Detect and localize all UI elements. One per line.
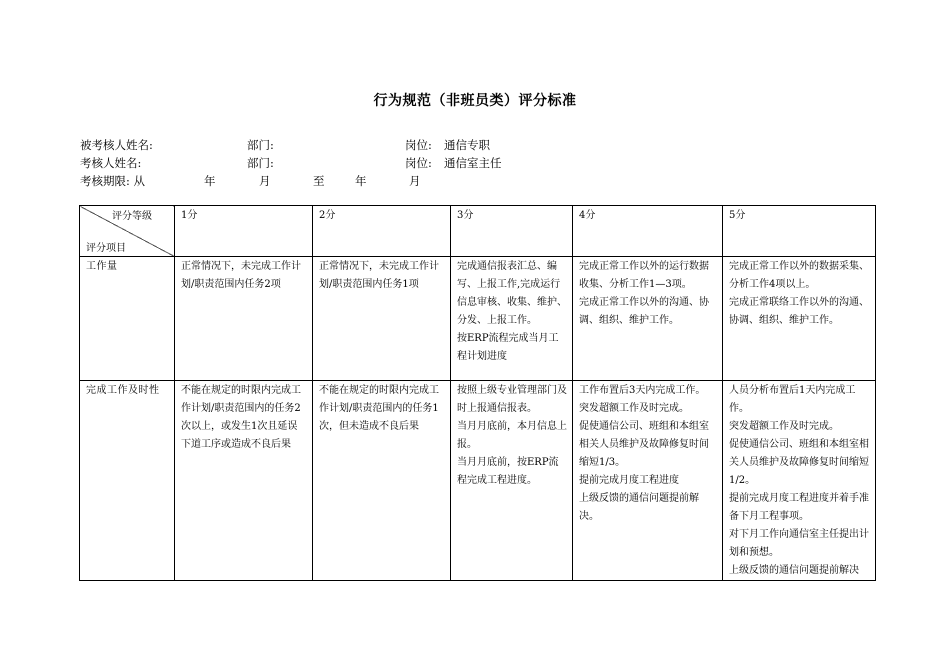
assessor-post-value: 通信室主任: [444, 156, 502, 170]
cell-paragraph: 促使通信公司、班组和本组室相关人员维护及故障修复时间缩短1/2。: [729, 439, 869, 486]
period-month-2: 月: [409, 174, 421, 188]
row-label: 工作量: [80, 257, 175, 381]
cell-paragraph: 按ERP流程完成当月工程计划进度: [457, 333, 559, 362]
row-label: 完成工作及时性: [80, 381, 175, 581]
period-year-2: 年: [355, 174, 367, 188]
cell-paragraph: 对下月工作向通信室主任提出计划和预想。: [729, 529, 869, 558]
diagonal-header-cell: [80, 206, 175, 257]
table-cell: [175, 257, 313, 381]
header-row: [80, 206, 876, 257]
cell-paragraph: 不能在规定的时限内完成工作计划/职责范围内的任务1次，但未造成不良后果: [319, 385, 439, 432]
table-cell: [313, 257, 451, 381]
table-row-timeliness: [80, 381, 876, 581]
table-cell: [451, 381, 573, 581]
cell-paragraph: 完成正常工作以外的运行数据收集、分析工作1—3项。: [579, 261, 709, 290]
cell-paragraph: 正常情况下，未完成工作计划/职责范围内任务1项: [319, 261, 439, 290]
cell-paragraph: 不能在规定的时限内完成工作计划/职责范围内的任务2次以上，或发生1次且延误下道工序或造成不良后果: [181, 385, 301, 450]
table-row-workload: [80, 257, 876, 381]
assessee-post-label: 岗位:: [405, 138, 432, 152]
period-label: 考核期限: 从: [80, 174, 146, 188]
page-title: 行为规范（非班员类）评分标准: [373, 93, 577, 109]
score-item-label: 评分项目: [86, 243, 126, 254]
cell-paragraph: 人员分析布置后1天内完成工作。: [729, 385, 856, 414]
cell-paragraph: 完成通信报表汇总、编写、上报工作,完成运行信息审核、收集、维护、分发、上报工作。: [457, 261, 567, 326]
cell-paragraph: 提前完成月度工程进度: [579, 475, 679, 486]
assessor-dept-label: 部门:: [247, 156, 274, 170]
scoring-table: [79, 205, 876, 581]
table-cell: [723, 381, 876, 581]
score-header-5: 5分: [723, 206, 876, 257]
score-header-3: 3分: [451, 206, 573, 257]
cell-paragraph: 上级反馈的通信问题提前解决。: [579, 493, 699, 522]
score-header-2: 2分: [313, 206, 451, 257]
table-cell: [723, 257, 876, 381]
assessor-name-label: 考核人姓名:: [80, 156, 142, 170]
cell-paragraph: 按照上级专业管理部门及时上报通信报表。: [457, 385, 567, 414]
table-cell: [175, 381, 313, 581]
cell-paragraph: 工作布置后3天内完成工作。: [579, 385, 706, 396]
table-cell: [313, 381, 451, 581]
cell-paragraph: 完成正常联络工作以外的沟通、协调、组织、维护工作。: [729, 297, 869, 326]
period-to: 至: [313, 174, 325, 188]
period-year-1: 年: [204, 174, 216, 188]
assessor-post-label: 岗位:: [405, 156, 432, 170]
cell-paragraph: 突发超额工作及时完成。: [729, 421, 839, 432]
cell-paragraph: 突发超额工作及时完成。: [579, 403, 689, 414]
cell-paragraph: 提前完成月度工程进度并着手准备下月工程事项。: [729, 493, 869, 522]
assessee-name-label: 被考核人姓名:: [80, 138, 153, 152]
score-header-4: 4分: [573, 206, 723, 257]
cell-paragraph: 当月月底前，本月信息上报。: [457, 421, 567, 450]
score-header-1: 1分: [175, 206, 313, 257]
score-level-label: 评分等级: [112, 211, 152, 222]
table-cell: [573, 381, 723, 581]
cell-paragraph: 促使通信公司、班组和本组室相关人员维护及故障修复时间缩短1/3。: [579, 421, 709, 468]
cell-paragraph: 正常情况下，未完成工作计划/职责范围内任务2项: [181, 261, 301, 290]
assessee-post-value: 通信专职: [444, 138, 490, 152]
assessee-dept-label: 部门:: [247, 138, 274, 152]
cell-paragraph: 完成正常工作以外的数据采集、分析工作4项以上。: [729, 261, 869, 290]
table-cell: [451, 257, 573, 381]
table-cell: [573, 257, 723, 381]
cell-paragraph: 完成正常工作以外的沟通、协调、组织、维护工作。: [579, 297, 709, 326]
period-month-1: 月: [259, 174, 271, 188]
cell-paragraph: 当月月底前，按ERP流程完成工程进度。: [457, 457, 559, 486]
cell-paragraph: 上级反馈的通信问题提前解决: [729, 565, 859, 576]
